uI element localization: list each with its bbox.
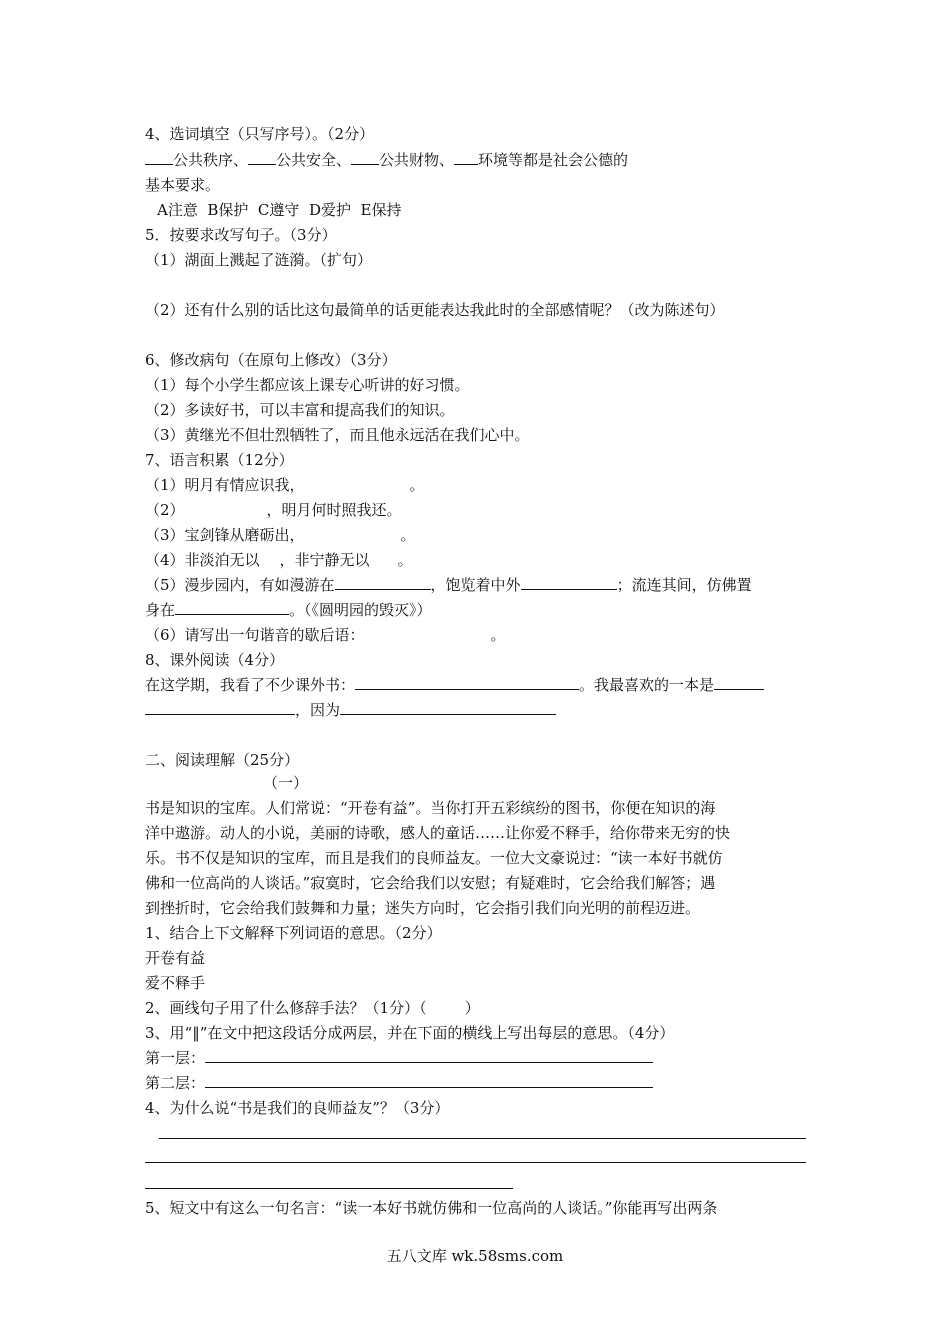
part2-title: 二、阅读理解（25分）: [145, 751, 300, 769]
answer-rule-2: [145, 1162, 806, 1163]
reading-q1: 1、结合上下文解释下列词语的意思。（2分）: [145, 924, 442, 942]
reading-q4: 4、为什么说“书是我们的良师益友”？（3分）: [145, 1099, 450, 1117]
q8-title: 8、课外阅读（4分）: [145, 651, 285, 669]
answer-rule-1: [159, 1138, 806, 1139]
q6-item-3: （3）黄继光不但壮烈牺牲了，而且他永远活在我们心中。: [145, 426, 530, 444]
reading-q5: 5、短文中有这么一句名言：“读一本好书就仿佛和一位高尚的人谈话。”你能再写出两条: [145, 1199, 718, 1217]
q7-title: 7、语言积累（12分）: [145, 451, 294, 469]
reading-q1-word-2: 爱不释手: [145, 974, 206, 992]
q6-item-1: （1）每个小学生都应该上课专心听讲的好习惯。: [145, 376, 470, 394]
q7-item-1: （1）明月有情应识我， 。: [145, 476, 425, 494]
q6-title: 6、修改病句（在原句上修改）（3分）: [145, 351, 397, 369]
reading-q1-word-1: 开卷有益: [145, 949, 206, 967]
q4-line-b: 基本要求。: [145, 176, 221, 194]
passage-line-3: 乐。书不仅是知识的宝库，而且是我们的良师益友。一位大文豪说过：“读一本好书就仿: [145, 849, 723, 867]
part2-subtitle: （一）: [263, 774, 309, 792]
passage-line-1: 书是知识的宝库。人们常说：“开卷有益”。当你打开五彩缤纷的图书，你便在知识的海: [145, 799, 716, 817]
q5-item-1: （1）湖面上溅起了涟漪。（扩句）: [145, 251, 373, 269]
q7-item-2: （2） ，明月何时照我还。: [145, 501, 402, 519]
q4-options: A注意 B保护 C遵守 D爱护 E保持: [157, 201, 402, 219]
q7-item-5-cont: 身在 。（《圆明园的毁灭》）: [145, 601, 432, 619]
passage-line-2: 洋中遨游。动人的小说，美丽的诗歌，感人的童话……让你爱不释手，给你带来无穷的快: [145, 824, 731, 842]
q7-item-6: （6）请写出一句谐音的歇后语： 。: [145, 626, 506, 644]
q4-title: 4、选词填空（只写序号）。（2分）: [145, 125, 375, 143]
q5-title: 5．按要求改写句子。（3分）: [145, 226, 337, 244]
passage-line-4: 佛和一位高尚的人谈话。”寂寞时，它会给我们以安慰；有疑难时，它会给我们解答；遇: [145, 874, 716, 892]
q7-item-5: （5）漫步园内，有如漫游在 ，饱览着中外 ；流连其间，仿佛置: [145, 576, 752, 594]
q7-item-4: （4）非淡泊无以 ，非宁静无以 。: [145, 551, 413, 569]
q6-item-2: （2）多读好书，可以丰富和提高我们的知识。: [145, 401, 455, 419]
layer-2-line: 第二层：: [145, 1073, 653, 1093]
q8-line-1: 在这学期，我看了不少课外书： 。我最喜欢的一本是: [145, 675, 764, 695]
layer-1-line: 第一层：: [145, 1048, 653, 1068]
q8-line-2: ，因为: [145, 700, 556, 720]
answer-rule-3: [145, 1188, 513, 1189]
page-footer: 五八文库 wk.58sms.com: [386, 1247, 564, 1265]
q7-item-3: （3）宝剑锋从磨砺出， 。: [145, 526, 416, 544]
q5-item-2: （2）还有什么别的话比这句最简单的话更能表达我此时的全部感情呢？（改为陈述句）: [145, 301, 725, 319]
passage-line-5: 到挫折时，它会给我们鼓舞和力量；迷失方向时，它会指引我们向光明的前程迈进。: [145, 899, 701, 917]
reading-q2: 2、画线句子用了什么修辞手法？（1分）（ ）: [145, 999, 480, 1017]
reading-q3: 3、用“‖”在文中把这段话分成两层，并在下面的横线上写出每层的意思。（4分）: [145, 1024, 675, 1042]
q4-line-a: 公共秩序、 公共安全、 公共财物、 环境等都是社会公德的: [145, 150, 628, 170]
